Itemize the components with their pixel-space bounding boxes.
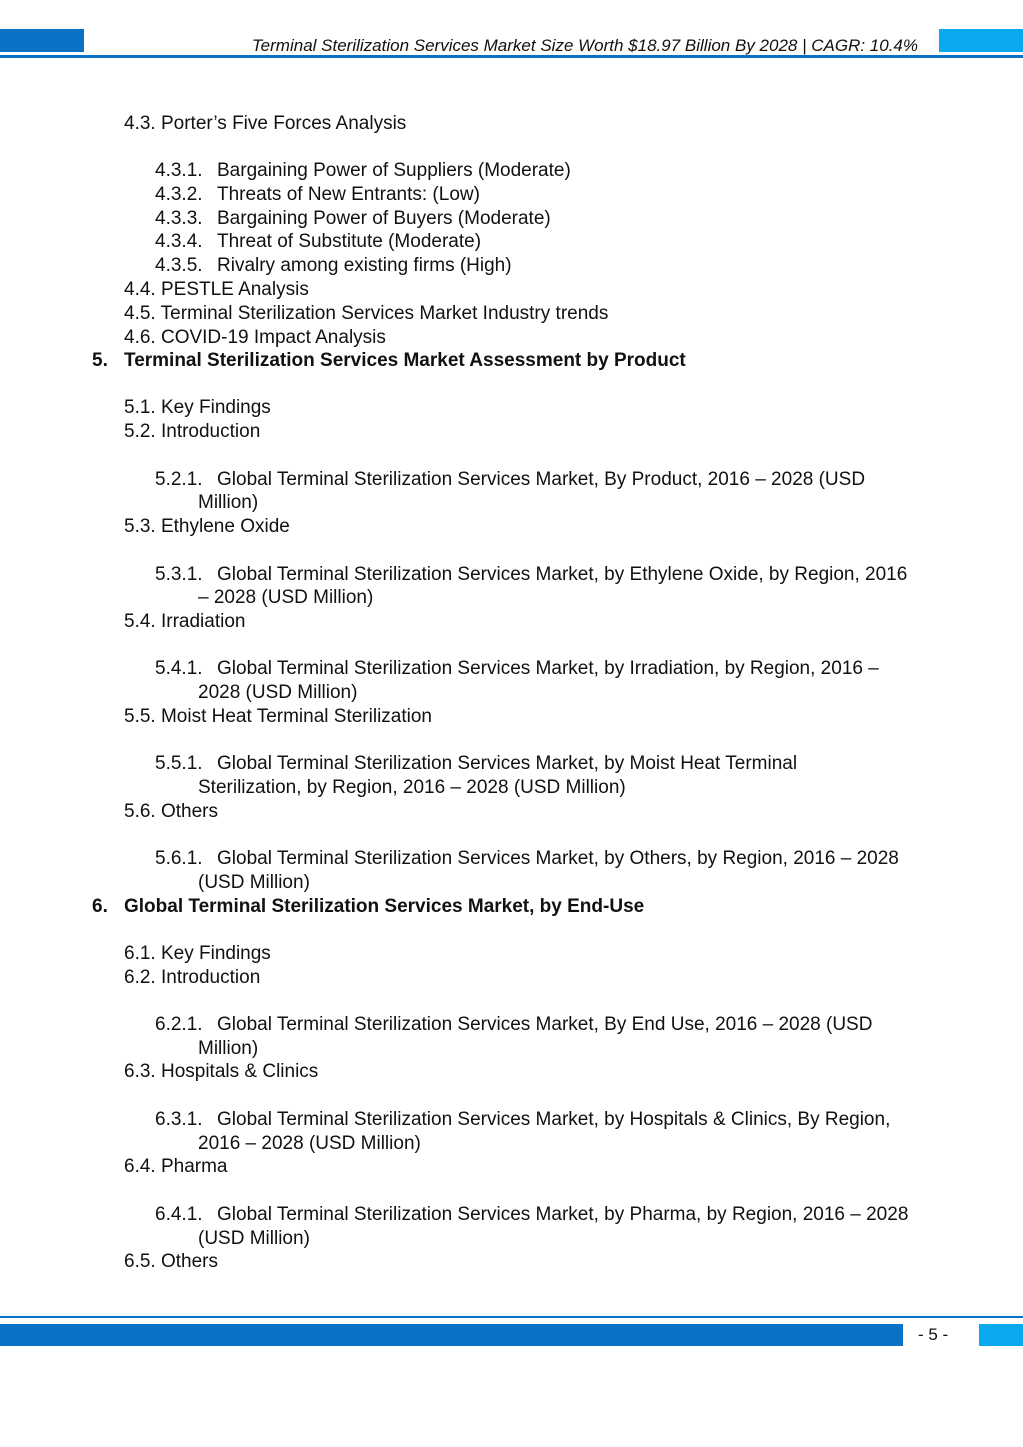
toc-item-6-2: 6.2. Introduction xyxy=(124,967,261,988)
toc-item-5-6-1 xyxy=(155,847,899,871)
header-rule xyxy=(0,55,1023,58)
toc-text: Threats of New Entrants: (Low) xyxy=(217,184,480,205)
toc-item-4-6: 4.6. COVID-19 Impact Analysis xyxy=(124,327,386,348)
footer-accent-bar xyxy=(0,1324,903,1346)
toc-number: 5. xyxy=(92,350,108,371)
header-accent-right xyxy=(939,29,1023,52)
toc-item-5-1: 5.1. Key Findings xyxy=(124,397,271,418)
toc-number: 6.3.1. xyxy=(155,1109,203,1130)
toc-number: 4.3.4. xyxy=(155,231,203,252)
toc-item-6-4-1 xyxy=(155,1203,908,1227)
footer-accent-right xyxy=(979,1324,1023,1346)
toc-item-5-6: 5.6. Others xyxy=(124,801,218,822)
toc-number: 4.3.3. xyxy=(155,208,203,229)
toc-text: Global Terminal Sterilization Services Market, by Hospitals & Clinics, By Region, xyxy=(217,1109,891,1130)
toc-number: 4.3.1. xyxy=(155,160,203,181)
toc-text: Global Terminal Sterilization Services Market, by Ethylene Oxide, by Region, 2016 xyxy=(217,564,908,585)
toc-number: 5.4.1. xyxy=(155,658,203,679)
toc-item-6-2-1 xyxy=(155,1013,872,1037)
toc-item-4-3: 4.3. Porter’s Five Forces Analysis xyxy=(124,113,407,134)
toc-item-4-3-1 xyxy=(155,159,571,183)
toc-number: 5.2.1. xyxy=(155,469,203,490)
toc-text: Global Terminal Sterilization Services Market, by Pharma, by Region, 2016 – 2028 xyxy=(217,1204,909,1225)
toc-number: 4.3.2. xyxy=(155,184,203,205)
toc-number: 5.3.1. xyxy=(155,564,203,585)
toc-item-4-5: 4.5. Terminal Sterilization Services Market Industry trends xyxy=(124,303,609,324)
toc-text: Global Terminal Sterilization Services Market, By Product, 2016 – 2028 (USD xyxy=(217,469,866,490)
toc-text: Global Terminal Sterilization Services Market, by Irradiation, by Region, 2016 – xyxy=(217,658,879,679)
toc-item-6-2-1-cont: Million) xyxy=(198,1038,259,1059)
toc-item-5-3-1 xyxy=(155,563,907,587)
toc-text: Global Terminal Sterilization Services Market, by Others, by Region, 2016 – 2028 xyxy=(217,848,899,869)
toc-text: Global Terminal Sterilization Services Market, By End Use, 2016 – 2028 (USD xyxy=(217,1014,873,1035)
toc-item-5-2-1-cont: Million) xyxy=(198,492,259,513)
toc-item-4-3-2 xyxy=(155,183,480,207)
toc-text: Bargaining Power of Buyers (Moderate) xyxy=(217,208,551,229)
toc-item-6-3-1 xyxy=(155,1108,890,1132)
toc-item-4-4: 4.4. PESTLE Analysis xyxy=(124,279,309,300)
toc-item-4-3-3 xyxy=(155,207,551,231)
toc-item-4-3-5 xyxy=(155,254,512,278)
toc-number: 5.5.1. xyxy=(155,753,203,774)
toc-number: 4.3.5. xyxy=(155,255,203,276)
toc-item-5-4-1 xyxy=(155,657,879,681)
header-title: Terminal Sterilization Services Market Size Worth $18.97 Billion By 2028 | CAGR: 10.4% xyxy=(251,36,918,55)
toc-number: 6.2.1. xyxy=(155,1014,203,1035)
toc-item-6-4-1-cont: (USD Million) xyxy=(198,1228,310,1249)
toc-item-5-2-1 xyxy=(155,468,865,492)
toc-item-6-5: 6.5. Others xyxy=(124,1251,218,1272)
toc-item-6-3-1-cont: 2016 – 2028 (USD Million) xyxy=(198,1133,421,1154)
toc-item-5-4: 5.4. Irradiation xyxy=(124,611,246,632)
toc-item-5-3: 5.3. Ethylene Oxide xyxy=(124,516,290,537)
toc-section-5 xyxy=(92,349,686,373)
toc-number: 5.6.1. xyxy=(155,848,203,869)
toc-item-4-3-4 xyxy=(155,230,481,254)
toc-item-6-4: 6.4. Pharma xyxy=(124,1156,228,1177)
toc-number: 6. xyxy=(92,896,108,917)
toc-item-5-6-1-cont: (USD Million) xyxy=(198,872,310,893)
toc-item-5-5-1-cont: Sterilization, by Region, 2016 – 2028 (USD Million) xyxy=(198,777,626,798)
toc-text: Rivalry among existing firms (High) xyxy=(217,255,512,276)
toc-text: Bargaining Power of Suppliers (Moderate) xyxy=(217,160,571,181)
toc-item-6-3: 6.3. Hospitals & Clinics xyxy=(124,1061,319,1082)
toc-item-6-1: 6.1. Key Findings xyxy=(124,943,271,964)
toc-item-5-5: 5.5. Moist Heat Terminal Sterilization xyxy=(124,706,432,727)
toc-section-title: Global Terminal Sterilization Services Market, by End-Use xyxy=(124,896,645,917)
toc-item-5-4-1-cont: 2028 (USD Million) xyxy=(198,682,358,703)
toc-item-5-5-1 xyxy=(155,752,797,776)
toc-section-title: Terminal Sterilization Services Market Assessment by Product xyxy=(124,350,686,371)
footer-rule xyxy=(0,1316,1023,1318)
toc-item-5-3-1-cont: – 2028 (USD Million) xyxy=(198,587,374,608)
toc-text: Threat of Substitute (Moderate) xyxy=(217,231,482,252)
page-number: - 5 - xyxy=(918,1325,949,1344)
toc-item-5-2: 5.2. Introduction xyxy=(124,421,261,442)
toc-text: Global Terminal Sterilization Services Market, by Moist Heat Terminal xyxy=(217,753,798,774)
toc-section-6 xyxy=(92,895,644,919)
toc-number: 6.4.1. xyxy=(155,1204,203,1225)
